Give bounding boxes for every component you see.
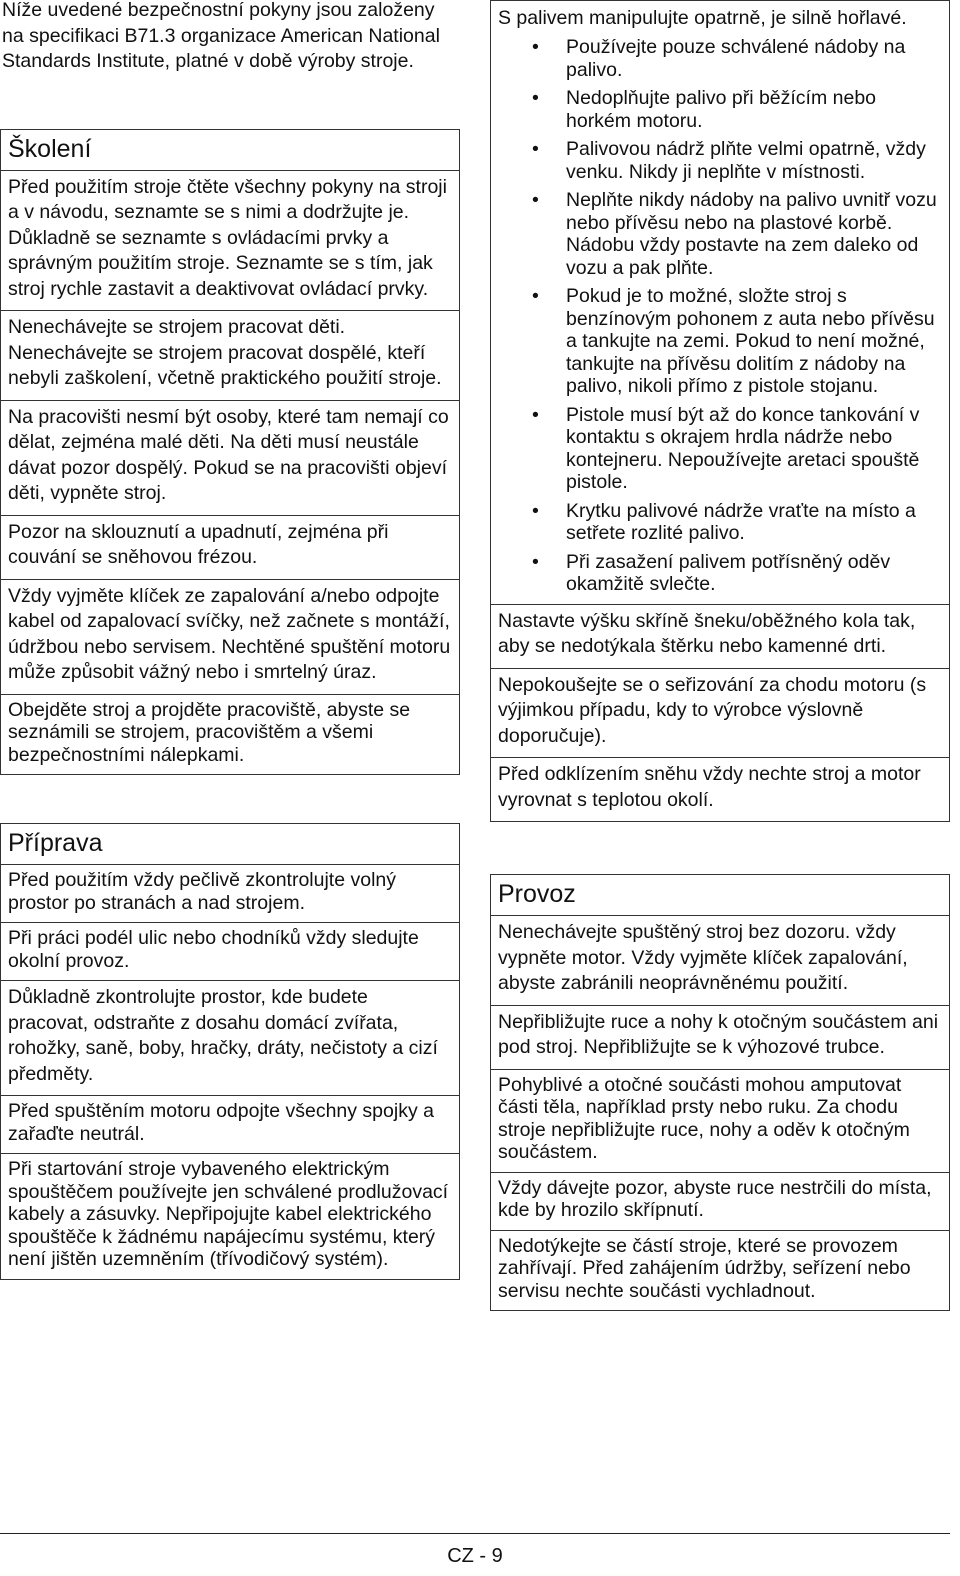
operation-item-4: Vždy dávejte pozor, abyste ruce nestrčili do místa, kde by hrozilo skřípnutí. xyxy=(490,1172,950,1230)
fuel-bullet: • Nedoplňujte palivo při běžícím nebo horkém motoru. xyxy=(498,87,943,132)
training-item-3: Na pracovišti nesmí být osoby, které tam nemají co dělat, zejména malé děti. Na děti musí neustále dávat pozor dospělý. Pokud se na pracovišti objeví děti, vypněte stroj. xyxy=(0,400,460,515)
training-item-4: Pozor na sklouznutí a upadnutí, zejména při couvání se sněhovou frézou. xyxy=(0,515,460,579)
operation-item-5: Nedotýkejte se částí stroje, které se provozem zahřívají. Před zahájením údržby, seřízení nebo servisu nechte součásti vychladnout. xyxy=(490,1230,950,1312)
right-item-3: Před odklízením sněhu vždy nechte stroj a motor vyrovnat s teplotou okolí. xyxy=(490,757,950,822)
operation-item-1: Nenechávejte spuštěný stroj bez dozoru. vždy vypněte motor. Vždy vyjměte klíček zapalování, abyste zabránili neoprávněnému použití. xyxy=(490,915,950,1005)
intro-paragraph: Níže uvedené bezpečnostní pokyny jsou založeny na specifikaci B71.3 organizace American National Standards Institute, platné v době výroby stroje. xyxy=(2,0,440,72)
training-item-5: Vždy vyjměte klíček ze zapalování a/nebo odpojte kabel od zapalovací svíčky, než začnete s montáží, údržbou nebo servisem. Nechtěné spuštění motoru může způsobit vážný nebo i smrtelný úraz. xyxy=(0,579,460,694)
fuel-bullet: • Používejte pouze schválené nádoby na palivo. xyxy=(498,36,943,81)
preparation-item-4: Před spuštěním motoru odpojte všechny spojky a zařaďte neutrál. xyxy=(0,1095,460,1153)
preparation-item-1: Před použitím vždy pečlivě zkontrolujte volný prostor po stranách a nad strojem. xyxy=(0,864,460,922)
fuel-bullet: • Palivovou nádrž plňte velmi opatrně, vždy venku. Nikdy ji neplňte v místnosti. xyxy=(498,138,943,183)
operation-item-2: Nepřibližujte ruce a nohy k otočným součástem ani pod stroj. Nepřibližujte se k výhozové trubce. xyxy=(490,1005,950,1069)
preparation-item-5: Při startování stroje vybaveného elektrickým spouštěčem používejte jen schválené prodlužovací kabely a zásuvky. Nepřipojujte kabel elektrického spouštěče k žádnému napájecímu systému, který není jištěn uzemněním (třívodičový systém). xyxy=(0,1153,460,1280)
right-item-1: Nastavte výšku skříně šneku/oběžného kola tak, aby se nedotýkala štěrku nebo kamenné drti. xyxy=(490,604,950,668)
footer-divider xyxy=(0,1533,950,1534)
fuel-box xyxy=(490,0,950,604)
preparation-item-3: Důkladně zkontrolujte prostor, kde budete pracovat, odstraňte z dosahu domácí zvířata, rohožky, saně, boby, hračky, dráty, nečistoty a cizí předměty. xyxy=(0,980,460,1095)
section-title-preparation: Příprava xyxy=(0,823,460,864)
operation-item-3: Pohyblivé a otočné součásti mohou amputovat části těla, například prsty nebo ruku. Za chodu stroje nepřibližujte ruce, nohy a oděv k otočným součástem. xyxy=(490,1069,950,1172)
fuel-bullet: • Pokud je to možné, složte stroj s benzínovým pohonem z auta nebo přívěsu a tankujte na zemi. Pokud to není možné, tankujte na přívěsu dolitím z nádoby na palivo, nikoli přímo z pistole stojanu. xyxy=(498,285,943,398)
page-number: CZ - 9 xyxy=(447,1545,503,1567)
fuel-bullet-list xyxy=(498,36,943,596)
training-item-1: Před použitím stroje čtěte všechny pokyny na stroji a v návodu, seznamte se s nimi a dodržujte je. Důkladně se seznamte s ovládacími prvky a správným použitím stroje. Seznamte se s tím, jak stroj rychle zastavit a deaktivovat ovládací prvky. xyxy=(0,170,460,311)
right-column xyxy=(490,0,950,1311)
fuel-lead: S palivem manipulujte opatrně, je silně hořlavé. xyxy=(498,7,907,29)
section-title-operation: Provoz xyxy=(490,874,950,915)
fuel-bullet: • Pistole musí být až do konce tankování v kontaktu s okrajem hrdla nádrže nebo kontejneru. Nepoužívejte aretaci spouště pistole. xyxy=(498,404,943,494)
fuel-bullet: • Krytku palivové nádrže vraťte na místo a setřete rozlité palivo. xyxy=(498,500,943,545)
left-column xyxy=(0,0,460,1280)
training-item-6: Obejděte stroj a projděte pracoviště, abyste se seznámili se strojem, pracovištěm a všemi bezpečnostními nálepkami. xyxy=(0,694,460,776)
preparation-item-2: Při práci podél ulic nebo chodníků vždy sledujte okolní provoz. xyxy=(0,922,460,980)
fuel-bullet: • Neplňte nikdy nádoby na palivo uvnitř vozu nebo přívěsu nebo na plastové korbě. Nádobu vždy postavte na zem daleko od vozu a pak plňte. xyxy=(498,189,943,279)
training-item-2: Nenechávejte se strojem pracovat děti. Nenechávejte se strojem pracovat dospělé, kteří nebyli zaškolení, včetně praktického použití stroje. xyxy=(0,310,460,400)
right-item-2: Nepokoušejte se o seřizování za chodu motoru (s výjimkou případu, kdy to výrobce výslovně doporučuje). xyxy=(490,668,950,758)
fuel-bullet: • Při zasažení palivem potřísněný oděv okamžitě svlečte. xyxy=(498,551,943,596)
section-title-training: Školení xyxy=(0,129,460,170)
